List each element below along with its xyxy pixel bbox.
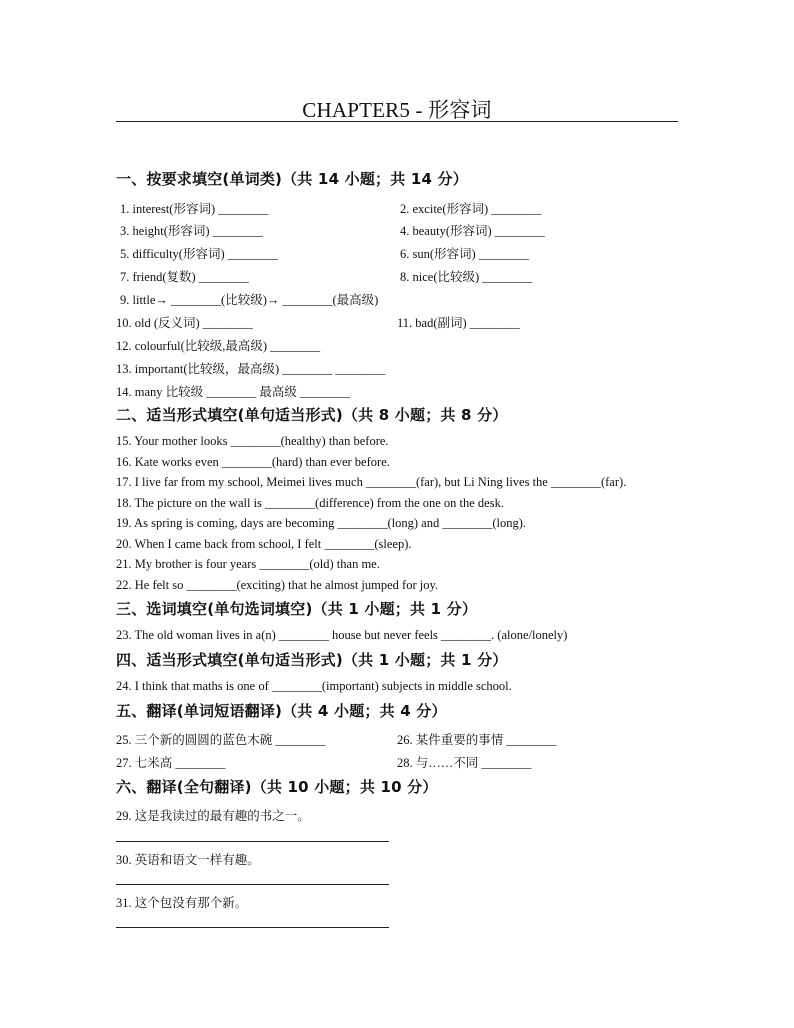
section-3-heading: 三、选词填空(单句选词填空)（共 1 小题；共 1 分） (116, 600, 478, 618)
section-4-heading: 四、适当形式填空(单句适当形式)（共 1 小题；共 1 分） (116, 651, 508, 669)
question-24: 24. I think that maths is one of ________(important) subjects in middle school. (116, 679, 512, 693)
question-16: 16. Kate works even ________(hard) than ever before. (116, 455, 390, 469)
question-6: 6. sun(形容词) ________ (400, 247, 529, 261)
question-22: 22. He felt so ________(exciting) that he almost jumped for joy. (116, 578, 439, 592)
question-20: 20. When I came back from school, I felt ________(sleep). (116, 537, 412, 551)
question-27: 27. 七米高 ________ (116, 756, 226, 770)
question-31: 31. 这个包没有那个新。 (116, 896, 248, 910)
answer-line-30 (116, 884, 389, 885)
question-2: 2. excite(形容词) ________ (400, 202, 542, 216)
page-title: CHAPTER5 - 形容词 (302, 98, 492, 122)
question-13: 13. important(比较级，最高级) ________ ________ (116, 362, 386, 376)
question-8: 8. nice(比较级) ________ (400, 270, 533, 284)
section-2-heading: 二、适当形式填空(单句适当形式)（共 8 小题；共 8 分） (116, 406, 508, 424)
section-5-heading: 五、翻译(单词短语翻译)（共 4 小题；共 4 分） (116, 702, 447, 720)
question-18: 18. The picture on the wall is ________(difference) from the one on the desk. (116, 496, 504, 510)
answer-line-29 (116, 841, 389, 842)
question-28: 28. 与……不同 ________ (397, 756, 532, 770)
question-17: 17. I live far from my school, Meimei lives much ________(far), but Li Ning lives the ________(far). (116, 475, 627, 489)
question-14: 14. many 比较级 ________ 最高级 ________ (116, 385, 351, 399)
question-25: 25. 三个新的圆圆的蓝色木碗 ________ (116, 733, 326, 747)
question-26: 26. 某件重要的事情 ________ (397, 733, 557, 747)
section-1-heading: 一、按要求填空(单词类)（共 14 小题；共 14 分） (116, 170, 468, 188)
question-12: 12. colourful(比较级,最高级) ________ (116, 339, 321, 353)
question-4: 4. beauty(形容词) ________ (400, 224, 545, 238)
question-29: 29. 这是我读过的最有趣的书之一。 (116, 809, 310, 823)
question-7: 7. friend(复数) ________ (120, 270, 249, 284)
question-19: 19. As spring is coming, days are becoming ________(long) and ________(long). (116, 516, 527, 530)
question-21: 21. My brother is four years ________(old) than me. (116, 557, 380, 571)
question-5: 5. difficulty(形容词) ________ (120, 247, 278, 261)
section-6-heading: 六、翻译(全句翻译)（共 10 小题；共 10 分） (116, 778, 438, 796)
question-30: 30. 英语和语文一样有趣。 (116, 853, 260, 867)
title-underline (116, 121, 678, 122)
question-3: 3. height(形容词) ________ (120, 224, 263, 238)
question-1: 1. interest(形容词) ________ (120, 202, 269, 216)
question-10: 10. old (反义词) ________ (116, 316, 253, 330)
question-15: 15. Your mother looks ________(healthy) than before. (116, 434, 389, 448)
answer-line-31 (116, 927, 389, 928)
question-11: 11. bad(副词) ________ (397, 316, 520, 330)
question-9: 9. little→ ________(比较级)→ ________(最高级) (120, 293, 379, 307)
question-23: 23. The old woman lives in a(n) ________ house but never feels ________. (alone/lonely) (116, 628, 568, 642)
